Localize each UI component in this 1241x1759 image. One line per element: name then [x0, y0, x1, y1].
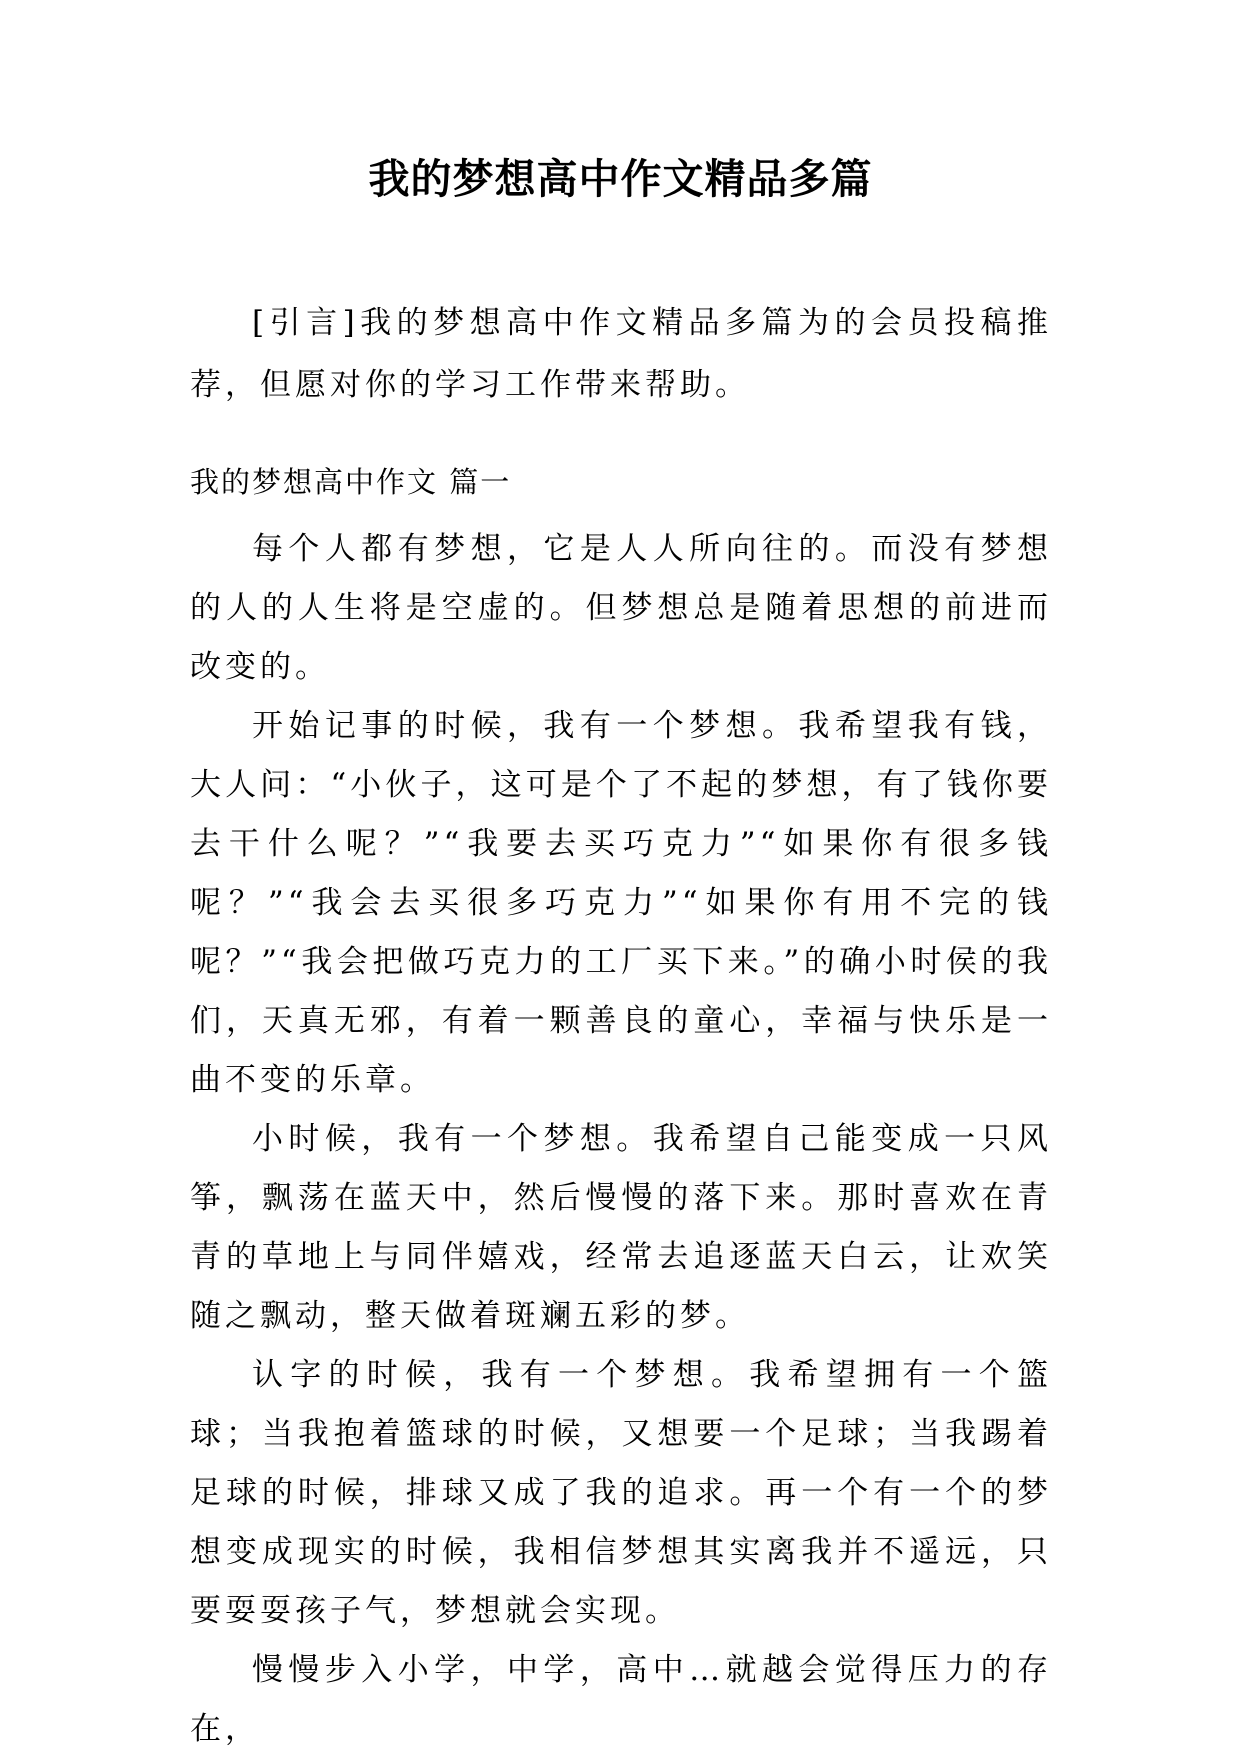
paragraph-3: 小时候，我有一个梦想。我希望自己能变成一只风筝，飘荡在蓝天中，然后慢慢的落下来。那时喜欢在青青的草地上与同伴嬉戏，经常去追逐蓝天白云，让欢笑随之飘动，整天做着斑斓五彩的梦。 [190, 1121, 1052, 1334]
paragraph-4: 认字的时候，我有一个梦想。我希望拥有一个篮球；当我抱着篮球的时候，又想要一个足球；当我踢着足球的时候，排球又成了我的追求。再一个有一个的梦想变成现实的时候，我相信梦想其实离我并不遥远，只要耍耍孩子气，梦想就会实现。 [190, 1357, 1052, 1629]
paragraph-2: 开始记事的时候，我有一个梦想。我希望我有钱，大人问：“小伙子，这可是个了不起的梦想，有了钱你要去干什么呢？”“我要去买巧克力”“如果你有很多钱呢？”“我会去买很多巧克力”“如果你有用不完的钱呢？”“我会把做巧克力的工厂买下来。”的确小时侯的我们，天真无邪，有着一颗善良的童心，幸福与快乐是一曲不变的乐章。 [190, 708, 1052, 1098]
paragraph-5: 慢慢步入小学，中学，高中…就越会觉得压力的存在， [190, 1652, 1052, 1747]
article-body [190, 520, 1052, 1759]
section-heading: 我的梦想高中作文 篇一 [190, 465, 512, 499]
paragraph-1: 每个人都有梦想，它是人人所向往的。而没有梦想的人的人生将是空虚的。但梦想总是随着思想的前进而改变的。 [190, 531, 1052, 685]
intro-paragraph: [引言]我的梦想高中作文精品多篇为的会员投稿推荐，但愿对你的学习工作带来帮助。 [190, 305, 1052, 403]
document-title: 我的梦想高中作文精品多篇 [368, 155, 873, 203]
